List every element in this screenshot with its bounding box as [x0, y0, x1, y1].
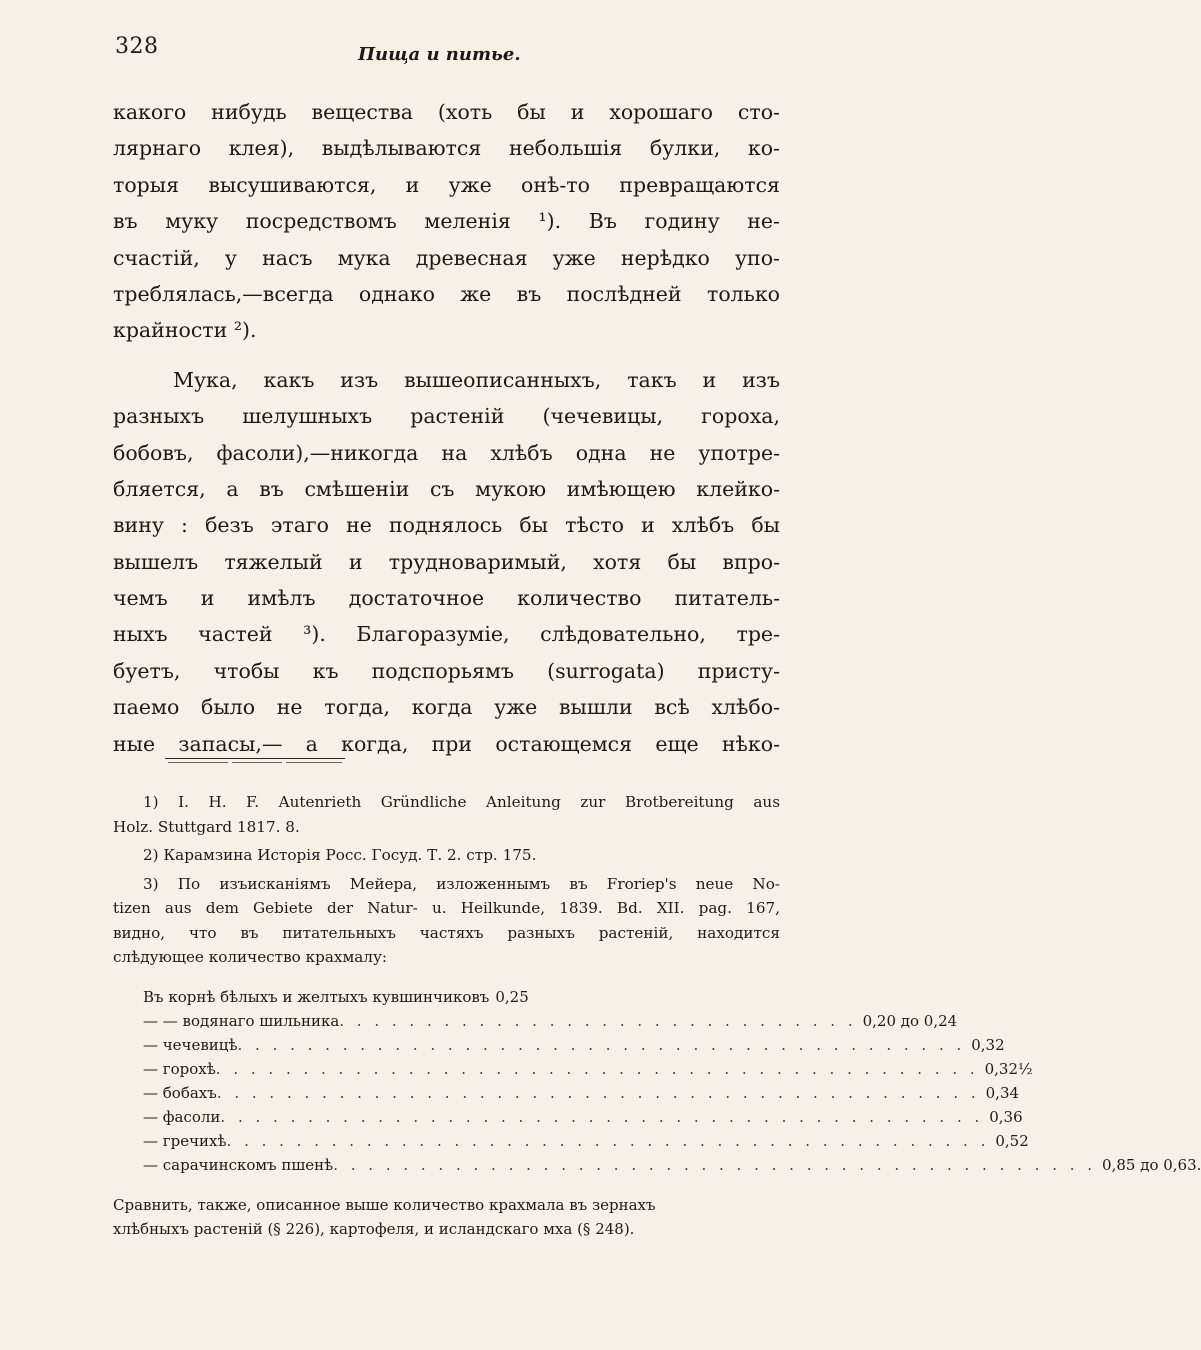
main-text [113, 94, 780, 762]
footnotes [113, 790, 780, 970]
table-value: 0,32 [971, 1036, 1005, 1054]
table-label: — — водянаго шильника [143, 1012, 340, 1030]
text-line: ные запасы,— а когда, при остающемся еще нѣко- [113, 731, 780, 756]
text-line: чемъ и имѣлъ достаточное количество питатель- [113, 586, 780, 611]
leader-dots: . . . . . . . . . . . . . . . . . . . . . . . . . . . . . . . . . . . . . . . . . . [237, 1036, 966, 1054]
footnote-line: слѣдующее количество крахмалу: [113, 948, 388, 966]
leader-dots: . . . . . . . . . . . . . . . . . . . . . . . . . . . . . . [339, 1012, 857, 1030]
text-line: бобовъ, фасоли),—никогда на хлѣбъ одна не употре- [113, 440, 780, 465]
compare-note [113, 1193, 753, 1241]
table-value: 0,52 [995, 1132, 1029, 1150]
text-line: Мука, какъ изъ вышеописанныхъ, такъ и изъ [173, 367, 780, 392]
table-label: — гречихѣ [143, 1132, 227, 1150]
footnote-rule-segment [168, 762, 228, 763]
text-line: въ муку посредствомъ меленія ¹). Въ годину не- [113, 209, 780, 234]
footnote-rule-segment [232, 762, 282, 763]
text-line: паемо было не тогда, когда уже вышли всѣ хлѣбо- [113, 695, 780, 720]
footnote-rule [165, 758, 345, 759]
footnote-line: Holz. Stuttgard 1817. 8. [113, 817, 300, 836]
starch-table [143, 985, 1201, 1177]
running-title: Пища и питье. [358, 44, 521, 65]
text-line: разныхъ шелушныхъ растеній (чечевицы, гороха, [113, 404, 780, 429]
footnote-rule-segment [286, 762, 342, 763]
text-line: треблялась,—всегда однако же въ послѣдней только [113, 281, 780, 306]
text-line: бляется, а въ смѣшеніи съ мукою имѣющею клейко- [113, 476, 780, 501]
leader-dots: . . . . . . . . . . . . . . . . . . . . . . . . . . . . . . . . . . . . . . . . . . . . [216, 1084, 980, 1102]
footnote-line: 3) По изъисканіямъ Мейера, изложеннымъ въ Froriep's neue No- [143, 874, 780, 893]
table-label: — фасоли [143, 1108, 221, 1126]
table-row [143, 1129, 1029, 1153]
text-line: вышелъ тяжелый и трудноваримый, хотя бы впро- [113, 549, 780, 574]
text-line: какого нибудь вещества (хоть бы и хорошаго сто- [113, 100, 780, 124]
leader-dots: . . . . . . . . . . . . . . . . . . . . . . . . . . . . . . . . . . . . . . . . . . . . [220, 1108, 984, 1126]
text-line: счастій, у насъ мука древесная уже нерѣдко упо- [113, 245, 780, 270]
page-number: 328 [115, 34, 159, 59]
table-value: 0,20 до 0,24 [862, 1012, 958, 1030]
table-row [143, 1081, 1020, 1105]
table-value: 0,34 [985, 1084, 1020, 1102]
leader-dots: . . . . . . . . . . . . . . . . . . . . . . . . . . . . . . . . . . . . . . . . . . . . [226, 1132, 990, 1150]
text-line: крайности ²). [113, 318, 257, 343]
footnote-line: 2) Карамзина Исторія Росс. Госуд. Т. 2. стр. 175. [143, 846, 537, 864]
table-label: — бобахъ [143, 1084, 217, 1102]
table-label: Въ корнѣ бѣлыхъ и желтыхъ кувшинчиковъ [143, 988, 490, 1006]
table-label: — чечевицѣ [143, 1036, 238, 1054]
leader-dots: . . . . . . . . . . . . . . . . . . . . . . . . . . . . . . . . . . . . . . . . . . . . [215, 1060, 979, 1078]
footnote-line: tizen aus dem Gebiete der Natur- u. Heilkunde, 1839. Bd. XII. pag. 167, [113, 899, 780, 917]
compare-line: хлѣбныхъ растеній (§ 226), картофеля, и исландскаго мха (§ 248). [113, 1220, 635, 1238]
table-value: 0,32½ [984, 1060, 1033, 1078]
text-line: ныхъ частей ³). Благоразуміе, слѣдовательно, тре- [113, 622, 780, 647]
leader-dots: . . . . . . . . . . . . . . . . . . . . . . . . . . . . . . . . . . . . . . . . . . . . [333, 1156, 1097, 1174]
text-line: вину : безъ этаго не поднялось бы тѣсто и хлѣбъ бы [113, 513, 780, 538]
text-line: лярнаго клея), выдѣлываются небольшія булки, ко- [113, 136, 780, 161]
table-value: 0,25 [495, 988, 529, 1006]
footnote-line: 1) I. H. F. Autenrieth Gründliche Anleitung zur Brotbereitung aus [143, 793, 780, 811]
text-line: торыя высушиваются, и уже онѣ-то превращаются [113, 172, 780, 197]
table-label: — сарачинскомъ пшенѣ [143, 1156, 334, 1174]
table-row [143, 1033, 1005, 1057]
table-row [143, 985, 783, 1009]
table-row [143, 1153, 1201, 1177]
table-row [143, 1105, 1023, 1129]
table-label: — горохѣ [143, 1060, 216, 1078]
table-row [143, 1009, 958, 1033]
table-value: 0,36 [989, 1108, 1023, 1126]
table-row [143, 1057, 1033, 1081]
footnote-line: видно, что въ питательныхъ частяхъ разныхъ растеній, находится [113, 923, 780, 942]
text-line: буетъ, чтобы къ подспорьямъ (surrogata) присту- [113, 658, 780, 683]
table-value: 0,85 до 0,63. [1102, 1156, 1201, 1174]
compare-line: Сравнить, также, описанное выше количество крахмала въ зернахъ [113, 1196, 656, 1214]
